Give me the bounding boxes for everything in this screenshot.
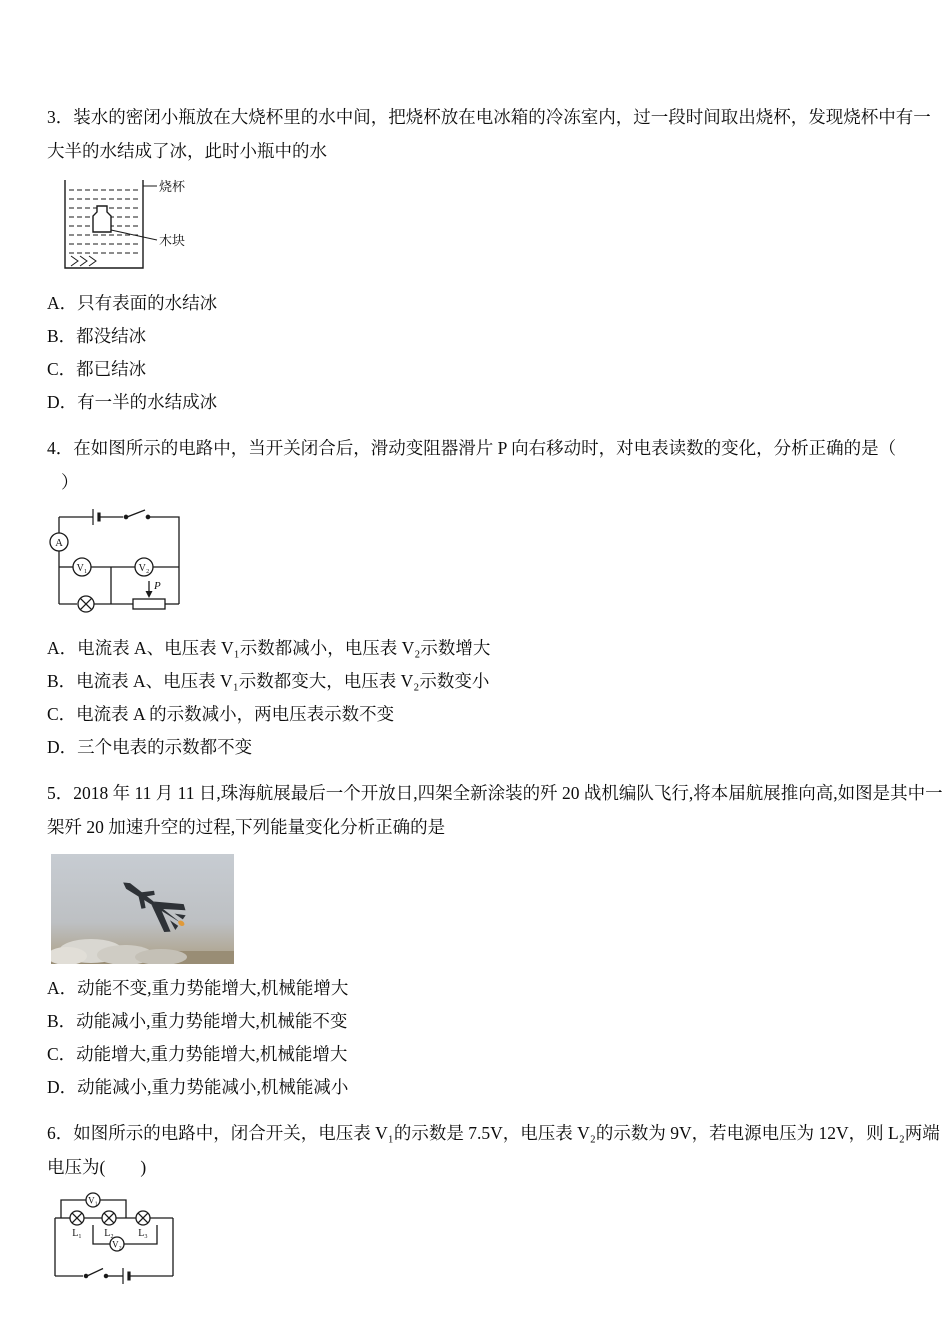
question-5-option-b: B．动能减小,重力势能增大,机械能不变	[47, 1011, 348, 1031]
question-5-option-a: A．动能不变,重力势能增大,机械能增大	[47, 978, 349, 998]
question-3-option-d: D．有一半的水结成冰	[47, 392, 218, 412]
circuit-q4-svg	[49, 507, 191, 619]
wire	[91, 567, 135, 604]
question-3-text-line-2: 大半的水结成了冰，此时小瓶中的水	[47, 141, 327, 161]
block-label: 木块	[159, 233, 186, 248]
question-5-text-line-1: 5．2018 年 11 月 11 日,珠海航展最后一个开放日,四架全新涂装的歼 20 战机编队飞行,将本届航展推向高,如图是其中一	[47, 783, 943, 803]
beaker-label: 烧杯	[159, 179, 186, 194]
circuit-figure-q6	[47, 1192, 905, 1295]
voltmeter1-label: V₁	[76, 563, 88, 574]
question-6-text-line-2: 电压为( )	[47, 1157, 147, 1177]
question-4	[47, 431, 905, 764]
question-4-option-c: C．电流表 A 的示数减小，两电压表示数不变	[47, 704, 395, 724]
question-3-text-line-1: 3．装水的密闭小瓶放在大烧杯里的水中间，把烧杯放在电冰箱的冷冻室内，过一段时间取出烧杯，发现烧杯中有一	[47, 107, 931, 127]
question-4-text-line-2: ）	[61, 472, 79, 492]
lamp3-label: L₃	[138, 1228, 148, 1239]
circuit-figure-q4	[49, 507, 905, 624]
question-5-option-c: C．动能增大,重力势能增大,机械能增大	[47, 1044, 348, 1064]
rheostat-symbol	[133, 599, 165, 609]
question-5-text-line-2: 架歼 20 加速升空的过程,下列能量变化分析正确的是	[47, 817, 446, 837]
question-4-text-line-1: 4．在如图所示的电路中，当开关闭合后，滑动变阻器滑片 P 向右移动时，对电表读数的变化，分析正确的是（	[47, 438, 897, 458]
question-3	[47, 100, 931, 419]
question-5	[47, 776, 943, 1104]
voltmeter2-label: V₂	[138, 563, 150, 574]
question-3-option-a: A．只有表面的水结冰	[47, 293, 218, 313]
question-4-option-d: D．三个电表的示数都不变	[47, 737, 253, 757]
slider-arrowhead	[146, 591, 153, 598]
beaker-figure-svg	[53, 176, 195, 274]
lamp2-label: L₂	[104, 1228, 114, 1239]
lamp1-label: L₁	[72, 1228, 82, 1239]
lamp1-cross	[72, 1213, 82, 1223]
question-5-option-d: D．动能减小,重力势能减小,机械能减小	[47, 1077, 349, 1097]
small-bottle	[93, 206, 111, 232]
slider-label: P	[154, 580, 161, 592]
voltmeter1-label: V₁	[88, 1195, 98, 1206]
lamp-cross	[80, 598, 91, 609]
switch-lever	[87, 1269, 103, 1277]
question-4-option-a: A．电流表 A、电压表 V₁示数都减小，电压表 V₂示数增大	[47, 638, 491, 658]
question-6	[47, 1116, 940, 1295]
wire	[100, 1200, 126, 1218]
question-4-option-b: B．电流表 A、电压表 V₁示数都变大，电压表 V₂示数变小	[47, 671, 490, 691]
question-6-text-line-1: 6．如图所示的电路中，闭合开关，电压表 V₁的示数是 7.5V，电压表 V₂的示数为 9V，若电源电压为 12V，则 L₂两端	[47, 1123, 940, 1143]
voltmeter2-label: V₂	[112, 1239, 122, 1250]
jet-takeoff-photo	[51, 854, 234, 964]
circuit-q6-svg	[47, 1192, 181, 1290]
question-3-option-c: C．都已结冰	[47, 359, 147, 379]
lamp3-cross	[138, 1213, 148, 1223]
lamp2-cross	[104, 1213, 114, 1223]
question-3-option-b: B．都没结冰	[47, 326, 147, 346]
switch-lever	[127, 510, 145, 517]
ammeter-label: A	[55, 538, 63, 549]
beaker-figure	[53, 176, 905, 279]
hatching	[71, 256, 96, 266]
